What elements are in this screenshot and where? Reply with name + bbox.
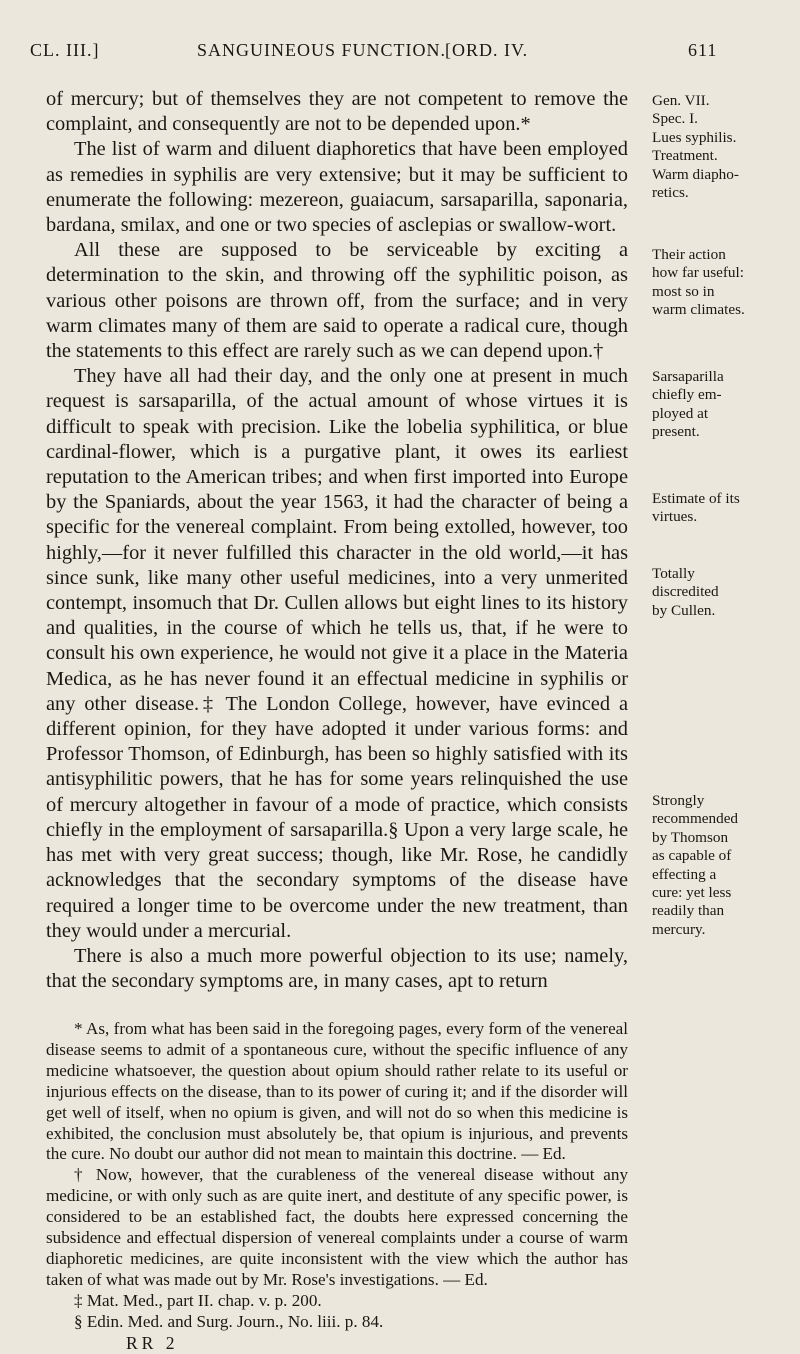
margin-note-text: Totally discredited by Cullen. [652, 565, 719, 619]
chapter-label: CL. III.] [30, 40, 100, 60]
margin-note-text: Their action how far useful: most so in warm climates. [652, 246, 745, 319]
page-number: 611 [688, 40, 718, 60]
running-header [30, 40, 780, 70]
footnote: * As, from what has been said in the foregoing pages, every form of the venereal disease seems to admit of a spontaneous cure, without the specific influence of any medicine whatsoever, the question about opium should rather relate to its useful or injurious effects on the disease, than to its power of curing it; and if the disorder will get well of itself, when no opium is given, and will not do so when this medicine is exhibited, the conclusion must absolutely be, that opium is injurious, and prevents the cure. No doubt our author did not mean to maintain this doctrine. — Ed. [46, 1019, 628, 1164]
margin-note [652, 565, 792, 620]
footnote: ‡ Mat. Med., part II. chap. v. p. 200. [74, 1290, 322, 1310]
margin-note [652, 792, 792, 939]
footnote: † Now, however, that the curableness of the venereal disease without any medicine, or with only such as are quite inert, and destitute of any specific power, is considered to be an established fact, the doubts here expressed concerning the subsidence and effectual dispersion of venereal complaints under a course of warm diaphoretic medicines, are quite inconsistent with the view which the author has taken of what was made out by Mr. Rose's investigations. — Ed. [46, 1165, 628, 1289]
paragraph: The list of warm and diluent diaphoretics that have been employed as remedies in syphilis are very extensive; but it may be sufficient to enumerate the following: mezereon, guaiacum, sarsaparilla, saponaria, bardana, smilax, and one or two species of asclepias or swallow-wort. [46, 138, 628, 237]
order-label: [ORD. IV. [445, 40, 529, 60]
margin-note [652, 490, 792, 527]
margin-note [652, 368, 792, 442]
margin-note-text: Gen. VII. Spec. I. Lues syphilis. Treatment. Warm diapho- retics. [652, 92, 739, 202]
margin-note-text: Sarsaparilla chiefly em- ployed at present. [652, 368, 724, 441]
signature-mark: RR 2 [126, 1332, 179, 1353]
running-title: SANGUINEOUS FUNCTION. [197, 40, 447, 60]
footnotes [46, 1019, 628, 1354]
margin-note [652, 246, 792, 320]
margin-note [652, 92, 792, 202]
paragraph: of mercury; but of themselves they are not competent to remove the complaint, and consequently are not to be depended upon.* [46, 88, 628, 136]
paragraph: All these are supposed to be serviceable by exciting a determination to the skin, and throwing off the syphilitic poison, as various other poisons are thrown off, from the surface; and in very warm climates many of them are said to operate a radical cure, though the statements to this effect are rarely such as we can depend upon.† [46, 239, 628, 363]
body-text [46, 87, 628, 994]
footnote: § Edin. Med. and Surg. Journ., No. liii. p. 84. [74, 1311, 384, 1331]
margin-note-text: Estimate of its virtues. [652, 490, 740, 526]
paragraph: There is also a much more powerful objection to its use; namely, that the secondary symptoms are, in many cases, apt to return [46, 944, 628, 993]
paragraph: They have all had their day, and the only one at present in much request is sarsaparilla, of the actual amount of whose virtues it is difficult to speak with precision. Like the lobelia syphilitica, or blue cardinal-flower, which is a purgative plant, it owes its earliest reputation to the American tribes; and when first imported into Europe by the Spaniards, about the year 1563, it had the character of being a specific for the venereal complaint. From being extolled, however, too highly,—for it never fulfilled this character in the old world,—it has since sunk, like many other useful medicines, into a very unmerited contempt, insomuch that Dr. Cullen allows but eight lines to its history and qualities, in the course of which he tells us, that, if he were to consult his own experience, he would not give it a place in the Materia Medica, as he has never found it an effectual medicine in syphilis or any other disease.‡ The London College, however, have evinced a different opinion, for they have adopted it under various forms: and Professor Thomson, of Edinburgh, has been so highly satisfied with its antisyphilitic powers, that he has for some years relinquished the use of mercury altogether in favour of a mode of practice, which consists chiefly in the employment of sarsaparilla.§ Upon a very large scale, he has met with very great success; though, like Mr. Rose, he candidly acknowledges that the secondary symptoms of the disease have required a longer time to be overcome under the new treatment, than they would under a mercurial. [46, 365, 628, 942]
margin-note-text: Strongly recommended by Thomson as capable of effecting a cure: yet less readily than mercury. [652, 792, 739, 938]
